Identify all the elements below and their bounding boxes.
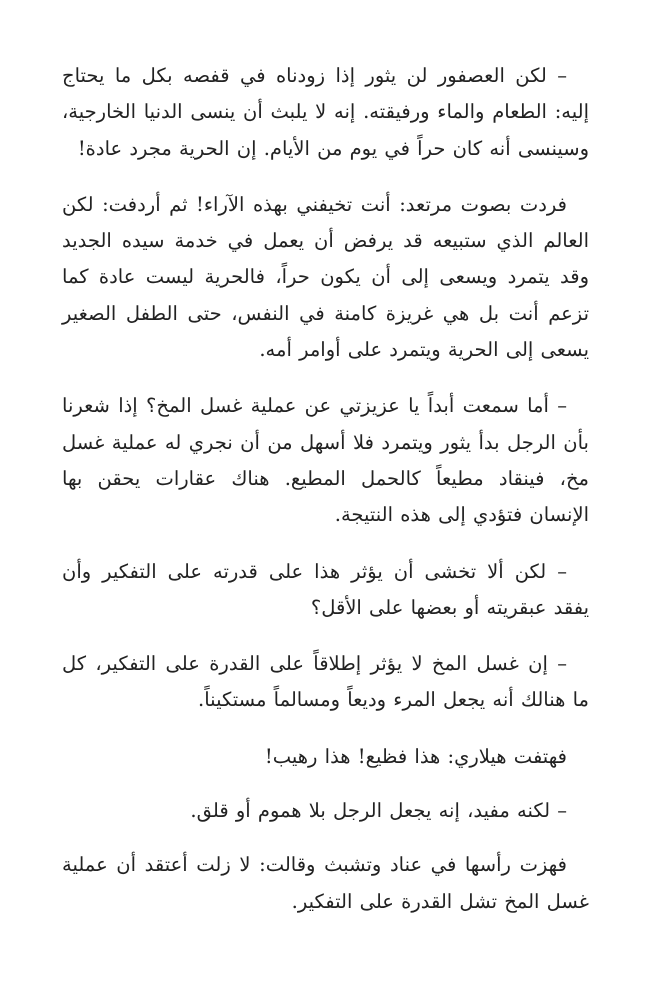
paragraph-7: – لكنه مفيد، إنه يجعل الرجل بلا هموم أو قلق. (190, 799, 567, 823)
paragraph-3: – أما سمعت أبداً يا عزيزتي عن عملية غسل المخ؟ إذا شعرنا بأن الرجل بدأ يثور ويتمرد فلا أسهل من أن نجري له عملية غسل مخ، فينقاد مطيعاً كالحمل المطيع. هناك عقارات يحقن بها الإنسان فتؤدي إلى هذه النتيجة. (62, 394, 589, 527)
paragraph-1: – لكن العصفور لن يثور إذا زودناه في قفصه بكل ما يحتاج إليه: الطعام والماء ورفيقته. إنه لا يلبث أن ينسى الدنيا الخارجية، وسينسى أنه كان حراً في يوم من الأيام. إن الحرية مجرد عادة! (62, 64, 589, 160)
paragraph-2: فردت بصوت مرتعد: أنت تخيفني بهذه الآراء! ثم أردفت: لكن العالم الذي ستبيعه قد يرفض أن يعمل في خدمة سيده الجديد وقد يتمرد ويسعى إلى أن يكون حراً، فالحرية ليست عادة كما تزعم أنت بل هي غريزة كامنة في النفس، حتى الطفل الصغير يسعى إلى الحرية ويتمرد على أوامر أمه. (62, 192, 589, 362)
paragraph-8: فهزت رأسها في عناد وتشبث وقالت: لا زلت أعتقد أن عملية غسل المخ تشل القدرة على التفكير. (62, 853, 589, 913)
paragraph-4: – لكن ألا تخشى أن يؤثر هذا على قدرته على التفكير وأن يفقد عبقريته أو بعضها على الأقل؟ (62, 559, 589, 619)
paragraph-6: فهتفت هيلاري: هذا فظيع! هذا رهيب! (264, 744, 567, 768)
paragraph-5: – إن غسل المخ لا يؤثر إطلاقاً على القدرة على التفكير، كل ما هنالك أنه يجعل المرء وديعاً ومسالماً مستكيناً. (62, 652, 589, 712)
